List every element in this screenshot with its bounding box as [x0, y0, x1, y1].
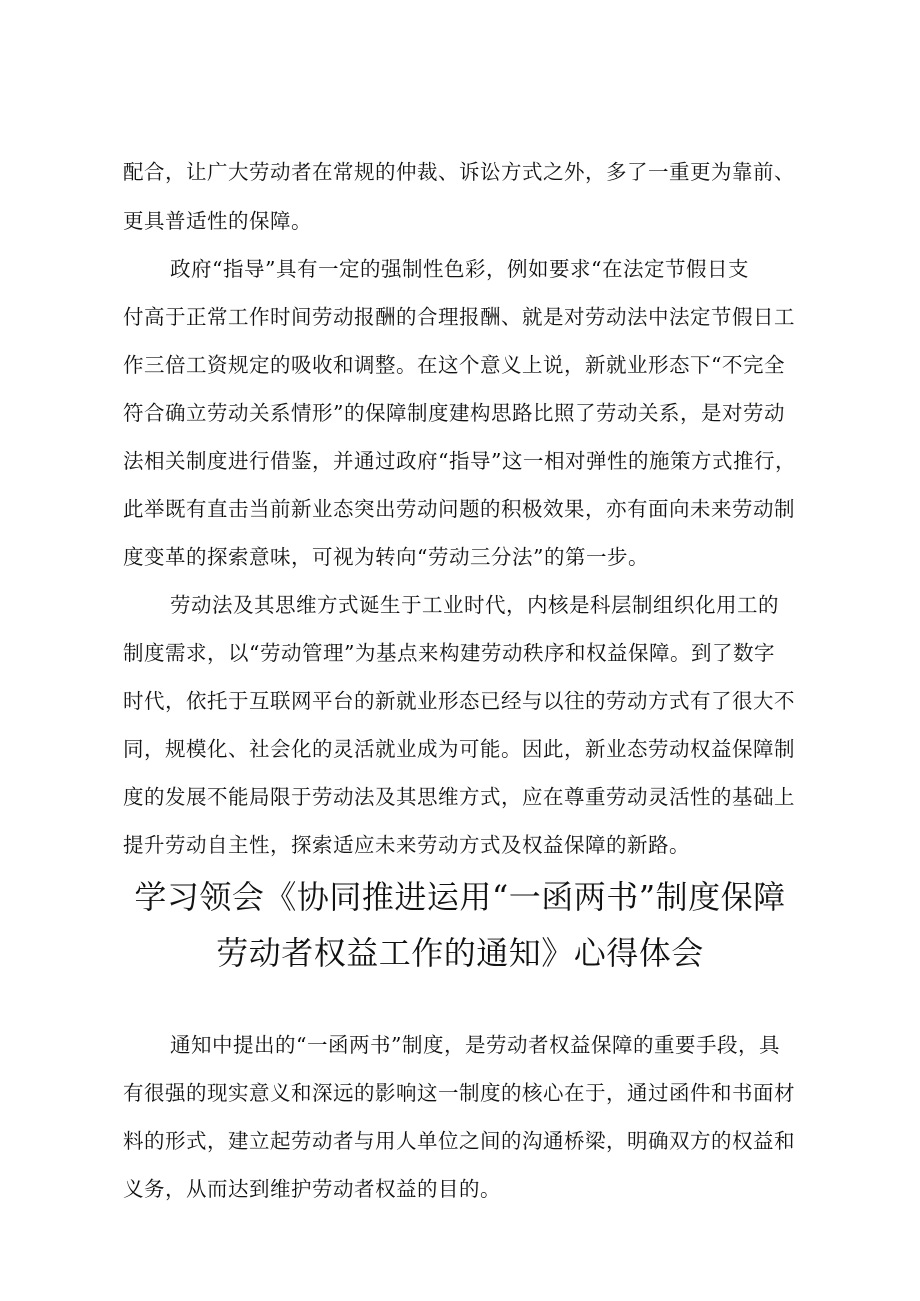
paragraph-line: 义务，从而达到维护劳动者权益的目的。	[123, 1177, 501, 1201]
paragraph-line: 付高于正常工作时间劳动报酬的合理报酬、就是对劳动法中法定节假日工	[123, 305, 795, 329]
paragraph-line: 提升劳动自主性，探索适应未来劳动方式及权益保障的新路。	[123, 833, 690, 857]
paragraph-line: 有很强的现实意义和深远的影响这一制度的核心在于，通过函件和书面材	[123, 1081, 795, 1105]
paragraph-line: 通知中提出的“一函两书”制度，是劳动者权益保障的重要手段，具	[170, 1033, 780, 1057]
paragraph-line: 制度需求，以“劳动管理”为基点来构建劳动秩序和权益保障。到了数字	[123, 641, 775, 665]
paragraph-line: 此举既有直击当前新业态突出劳动问题的积极效果，亦有面向未来劳动制	[123, 497, 795, 521]
paragraph-line: 度的发展不能局限于劳动法及其思维方式，应在尊重劳动灵活性的基础上	[123, 785, 795, 809]
paragraph-line: 法相关制度进行借鉴，并通过政府“指导”这一相对弹性的施策方式推行，	[123, 449, 796, 473]
paragraph-line: 配合，让广大劳动者在常规的仲裁、诉讼方式之外，多了一重更为靠前、	[123, 160, 795, 184]
paragraph-line: 政府“指导”具有一定的强制性色彩，例如要求“在法定节假日支	[170, 257, 749, 281]
document-heading: 学习领会《协同推进运用“一函两书”制度保障	[134, 878, 786, 916]
paragraph-line: 更具普适性的保障。	[123, 209, 312, 233]
document-heading: 劳动者权益工作的通知》心得体会	[216, 934, 704, 972]
paragraph-line: 料的形式，建立起劳动者与用人单位之间的沟通桥梁，明确双方的权益和	[123, 1129, 795, 1153]
paragraph-line: 作三倍工资规定的吸收和调整。在这个意义上说，新就业形态下“不完全	[123, 353, 785, 377]
paragraph-line: 符合确立劳动关系情形”的保障制度建构思路比照了劳动关系，是对劳动	[123, 401, 785, 425]
paragraph-line: 度变革的探索意味，可视为转向“劳动三分法”的第一步。	[123, 545, 649, 569]
paragraph-line: 时代，依托于互联网平台的新就业形态已经与以往的劳动方式有了很大不	[123, 689, 795, 713]
paragraph-line: 同，规模化、社会化的灵活就业成为可能。因此，新业态劳动权益保障制	[123, 737, 795, 761]
paragraph-line: 劳动法及其思维方式诞生于工业时代，内核是科层制组织化用工的	[170, 593, 779, 617]
